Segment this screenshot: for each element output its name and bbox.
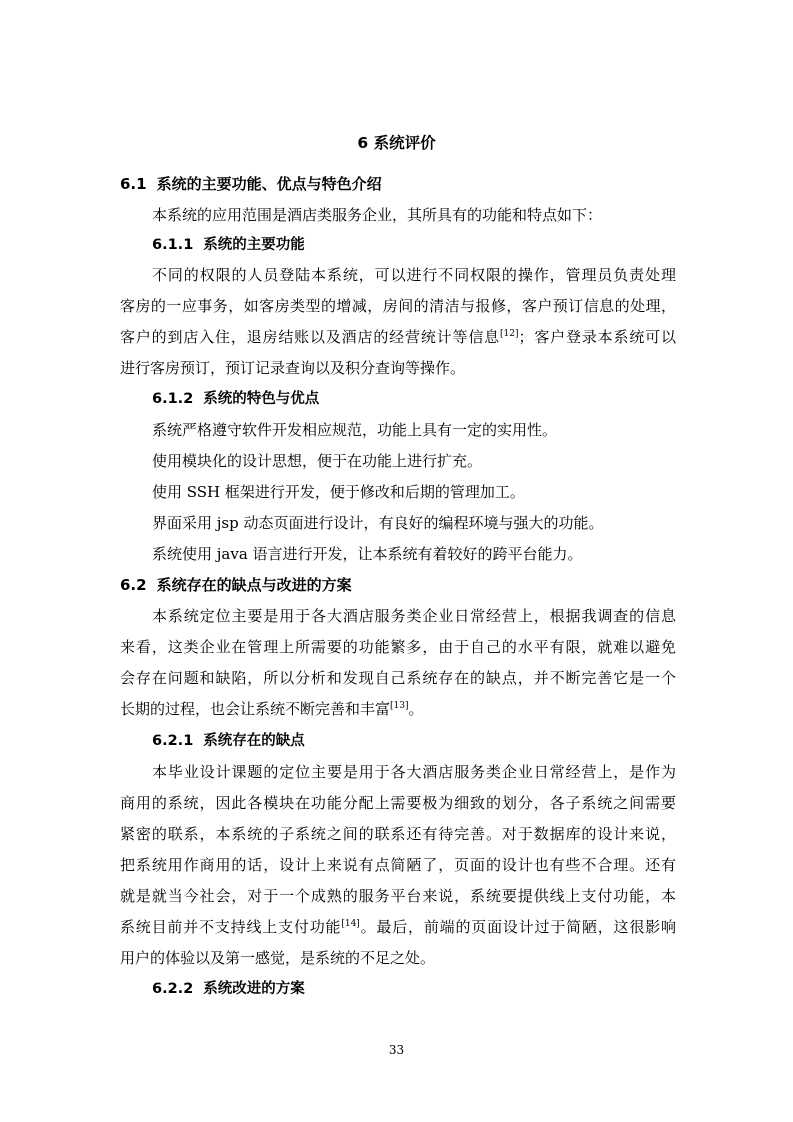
- page-number: 33: [388, 1043, 405, 1057]
- paragraph-line: 紧密的联系，本系统的子系统之间的联系还有待完善。对于数据库的设计来说，: [120, 825, 676, 843]
- section-title: 系统的主要功能、优点与特色介绍: [156, 175, 382, 193]
- section-title: 系统存在的缺点与改进的方案: [156, 576, 352, 594]
- paragraph-line: 来看，这类企业在管理上所需要的功能繁多，由于自己的水平有限，就难以避免: [120, 638, 676, 656]
- text-run: 客户的到店入住，退房结账以及酒店的经营统计等信息: [120, 328, 500, 346]
- paragraph-line: [120, 917, 676, 937]
- paragraph-line: 就是就当今社会，对于一个成熟的服务平台来说，系统要提供线上支付功能，本: [120, 887, 676, 905]
- section-number: 6.1.1: [152, 237, 194, 253]
- text-run: 系统目前并不支持线上支付功能: [120, 918, 342, 936]
- list-item: 系统严格遵守软件开发相应规范，功能上具有一定的实用性。: [152, 421, 558, 439]
- list-item: 使用模块化的设计思想，便于在功能上进行扩充。: [152, 452, 483, 470]
- text-run: ；客户登录本系统可以: [518, 328, 676, 346]
- paragraph-line: 进行客房预订，预订记录查询以及积分查询等操作。: [120, 359, 466, 377]
- paragraph-line: 本毕业设计课题的定位主要是用于各大酒店服务类企业日常经营上，是作为: [152, 763, 676, 781]
- list-item: 界面采用 jsp 动态页面进行设计，有良好的编程环境与强大的功能。: [152, 514, 604, 532]
- citation-ref: [13]: [390, 701, 409, 711]
- paragraph-line: 用户的体验以及第一感觉，是系统的不足之处。: [120, 949, 436, 967]
- section-number: 6.2: [120, 576, 147, 594]
- list-item: 系统使用 java 语言进行开发，让本系统有着较好的跨平台能力。: [152, 545, 583, 563]
- paragraph-line: 商用的系统，因此各模块在功能分配上需要极为细致的划分，各子系统之间需要: [120, 794, 676, 812]
- section-title: 系统的主要功能: [203, 237, 305, 253]
- paragraph-line: 本系统定位主要是用于各大酒店服务类企业日常经营上，根据我调查的信息: [152, 607, 676, 625]
- section-title: 系统改进的方案: [203, 981, 305, 997]
- paragraph-line: [120, 327, 676, 347]
- section-number: 6.1.2: [152, 391, 194, 407]
- paragraph-line: 把系统用作商用的话，设计上来说有点简陋了，页面的设计也有些不合理。还有: [120, 856, 676, 874]
- section-number: 6.2.1: [152, 733, 194, 749]
- text-run: 长期的过程，也会让系统不断完善和丰富: [120, 700, 391, 718]
- section-heading-6-1-2: [152, 389, 319, 409]
- paragraph-line: [120, 699, 676, 719]
- section-heading-6-1-1: [152, 235, 305, 255]
- section-heading-6-2: [120, 575, 352, 595]
- citation-ref: [12]: [500, 329, 519, 339]
- section-heading-6-1: [120, 174, 382, 194]
- list-item: 使用 SSH 框架进行开发，便于修改和后期的管理加工。: [152, 483, 525, 501]
- section-title: 系统的特色与优点: [203, 391, 320, 407]
- text-run: 。: [408, 700, 424, 718]
- section-title: 系统存在的缺点: [203, 733, 305, 749]
- paragraph-line: 会存在问题和缺陷，所以分析和发现自己系统存在的缺点，并不断完善它是一个: [120, 669, 676, 687]
- section-heading-6-2-1: [152, 731, 305, 751]
- text-run: 。最后，前端的页面设计过于简陋，这很影响: [359, 918, 676, 936]
- section-heading-6-2-2: [152, 979, 305, 999]
- paragraph-line: 客房的一应事务，如客房类型的增减，房间的清洁与报修，客户预订信息的处理，: [120, 297, 676, 315]
- paragraph-line: 不同的权限的人员登陆本系统，可以进行不同权限的操作，管理员负责处理: [152, 266, 676, 284]
- section-number: 6.1: [120, 175, 147, 193]
- paragraph-line: 本系统的应用范围是酒店类服务企业，其所具有的功能和特点如下：: [152, 206, 603, 224]
- section-number: 6.2.2: [152, 981, 194, 997]
- citation-ref: [14]: [341, 919, 360, 929]
- chapter-title: 6 系统评价: [357, 134, 436, 152]
